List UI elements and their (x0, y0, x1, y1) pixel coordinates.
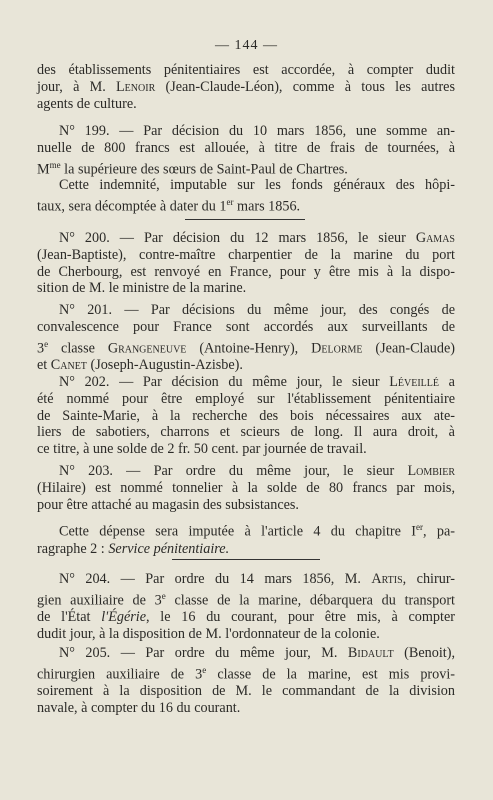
text-line: soirement à la disposition de M. le commandant de la division (37, 683, 455, 700)
text-line: de Cherbourg, est renvoyé en France, pour y être mis à la dispo- (37, 263, 455, 280)
text-line: (Hilaire) est nommé tonnelier à la solde de 80 francs par mois, (37, 479, 455, 496)
text-run: ragraphe 2 : (37, 540, 109, 557)
text-run: jour, à M. (37, 78, 117, 95)
person-name: Grangeneuve (107, 340, 187, 357)
text-line: navale, à compter du 16 du courant. (37, 700, 241, 717)
text-run: mars 1856. (233, 198, 301, 215)
text-run: classe (48, 340, 108, 357)
text-line: liers de sabotiers, charrons et scieurs de long. Il aura droit, à (37, 424, 455, 441)
person-name: Canet (50, 357, 87, 374)
text-line (37, 357, 455, 374)
person-name: Delorme (311, 340, 363, 357)
superscript: er (416, 522, 424, 532)
text-line: nuelle de 800 francs est allouée, à titre de frais de tournées, à (37, 139, 455, 156)
text-run: 3 (37, 340, 45, 357)
text-line: dudit jour, à la disposition de M. l'ordonnateur de la colonie. (37, 626, 380, 643)
text-run: (Benoit), (393, 645, 455, 661)
section-divider (172, 559, 320, 560)
text-run: N° 202. — Par décision du même jour, le sieur (59, 374, 390, 390)
section-divider (185, 219, 305, 220)
person-name: Léveillé (389, 374, 440, 390)
page-number: — 144 — (215, 38, 278, 53)
paragraph-depense (37, 519, 455, 557)
superscript: e (44, 338, 49, 349)
text-line: été nommé pour être employé sur l'établissement pénitentiaire (37, 390, 455, 407)
text-run: , chirur- (402, 571, 455, 587)
text-line: convalescence pour France sont accordés aux surveillants de (37, 318, 455, 335)
text-line (37, 609, 455, 626)
paragraph-204 (37, 571, 455, 643)
text-line: (Jean-Baptiste), contre-maître charpentier de la marine du port (37, 246, 455, 263)
text-run: (Jean-Claude) (362, 340, 455, 357)
text-line (37, 157, 455, 179)
text-line: ce titre, à une solde de 2 fr. 50 cent. par journée de travail. (37, 441, 367, 458)
person-name: Artis (371, 571, 403, 587)
paragraph-201 (37, 302, 455, 374)
text-run: classe de la marine, est mis provi- (206, 666, 455, 683)
paragraph-continuation (37, 62, 455, 112)
person-name: Lenoir (116, 78, 156, 95)
text-run: , le 16 du courant, pour être mis, à compter (146, 609, 455, 626)
text-run: de l'État (37, 609, 102, 626)
text-run: gien auxiliaire de 3 (37, 592, 162, 609)
person-name: Bidault (347, 645, 394, 661)
superscript: e (161, 590, 166, 601)
text-line (37, 519, 455, 541)
text-run: , pa- (423, 523, 455, 540)
text-line (37, 463, 455, 480)
text-line (37, 645, 455, 662)
text-run: (Joseph-Augustin-Azisbe). (86, 357, 243, 374)
text-run: taux, sera décomptée à dater du 1 (37, 198, 227, 215)
text-line: N° 199. — Par décision du 10 mars 1856, une somme an- (59, 123, 455, 139)
text-run: N° 203. — Par ordre du même jour, le sieur (59, 463, 408, 479)
text-run: a (439, 374, 455, 390)
text-line (37, 194, 455, 216)
text-run: N° 204. — Par ordre du 14 mars 1856, M. (59, 571, 372, 587)
text-run: (Jean-Claude-Léon), comme à tous les autres (155, 78, 455, 95)
text-run: N° 205. — Par ordre du même jour, M. (59, 645, 348, 661)
superscript: me (49, 159, 61, 170)
italic-text: Service pénitentiaire. (108, 540, 230, 557)
text-line: Cette indemnité, imputable sur les fonds généraux des hôpi- (59, 177, 455, 193)
text-line: N° 201. — Par décisions du même jour, des congés de (59, 302, 455, 318)
text-line (37, 374, 455, 391)
superscript: er (226, 196, 234, 207)
text-line (37, 541, 455, 558)
text-run: chirurgien auxiliaire de 3 (37, 666, 203, 683)
text-run: et (37, 357, 51, 374)
text-run: M (37, 161, 50, 178)
paragraph-200 (37, 230, 455, 297)
text-line: sition de M. le ministre de la marine. (37, 280, 247, 297)
paragraph-202 (37, 374, 455, 458)
text-line: pour être attaché au magasin des subsistances. (37, 496, 299, 513)
ship-name: l'Égérie (101, 609, 147, 626)
text-line: de Sainte-Marie, à la recherche des bois nécessaires aux ate- (37, 407, 455, 424)
text-line (37, 336, 455, 358)
person-name: Gamas (415, 230, 455, 246)
person-name: Lombier (407, 463, 455, 479)
paragraph-199 (37, 123, 455, 178)
superscript: e (202, 664, 207, 675)
text-line (37, 662, 455, 684)
paragraph-203 (37, 463, 455, 513)
text-line (37, 588, 455, 610)
text-line: agents de culture. (37, 95, 137, 112)
text-run: classe de la marine, débarquera du transport (165, 592, 455, 609)
paragraph-205 (37, 645, 455, 717)
text-line: des établissements pénitentiaires est accordée, à compter dudit (37, 62, 455, 78)
text-run: la supérieure des sœurs de Saint-Paul de Chartres. (60, 161, 348, 178)
text-line (37, 79, 455, 96)
text-run: Cette dépense sera imputée à l'article 4 du chapitre I (59, 523, 417, 540)
text-run: N° 200. — Par décision du 12 mars 1856, le sieur (59, 230, 416, 246)
paragraph-indemnite (37, 177, 455, 215)
text-line (37, 230, 455, 247)
text-line (37, 571, 455, 588)
text-run: (Antoine-Henry), (186, 340, 312, 357)
